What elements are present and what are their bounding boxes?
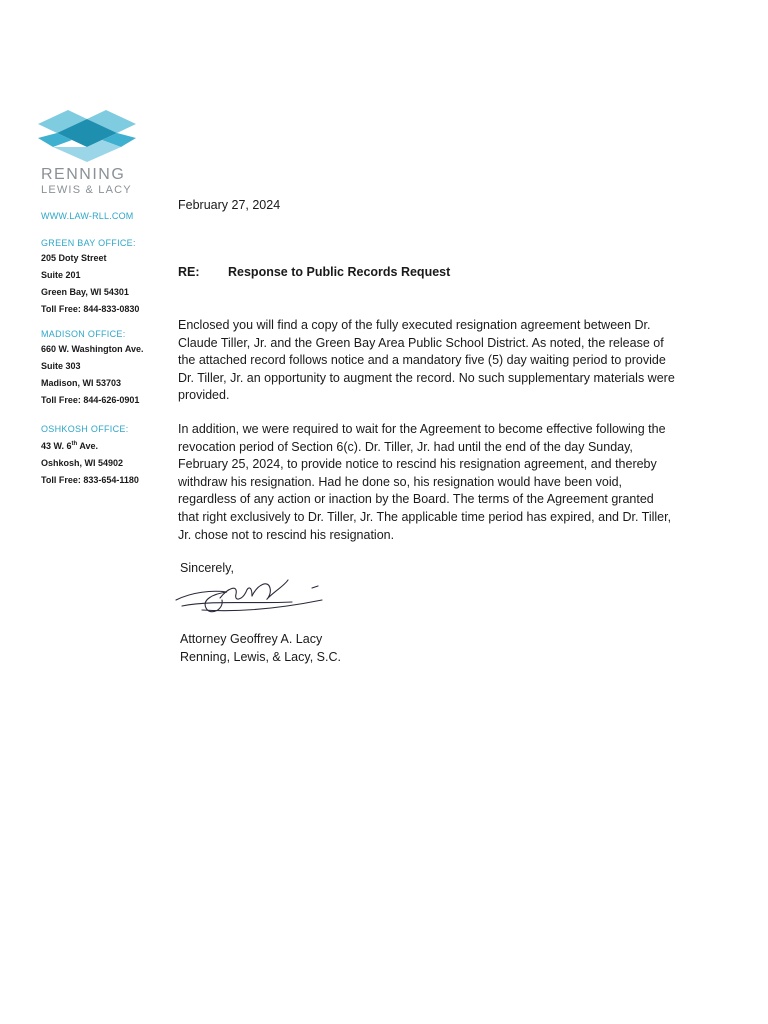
office-heading: GREEN BAY OFFICE: [41,238,136,248]
office-phone: Toll Free: 844-626-0901 [41,395,140,405]
signer-name: Attorney Geoffrey A. Lacy [180,632,323,646]
office-green-bay [41,236,171,318]
office-phone: Toll Free: 844-833-0830 [41,304,140,314]
office-suite: Suite 303 [41,361,81,371]
office-street: 205 Doty Street [41,253,107,263]
office-city: Green Bay, WI 54301 [41,287,129,297]
office-city: Madison, WI 53703 [41,378,122,388]
office-city: Oshkosh, WI 54902 [41,458,124,468]
firm-name [41,166,171,197]
office-street-suffix: th [71,441,78,447]
office-street [41,436,171,455]
body-paragraph-1: Enclosed you will find a copy of the fully executed resignation agreement between Dr. Claude Tiller, Jr. and the Green Bay Area Public School District. As noted, the release of the attached record follows notice and a mandatory five (5) day waiting period to provide Dr. Tiller, Jr. an opportunity to augment the record. No such supplementary materials were provided. [178,318,675,403]
office-suite: Suite 201 [41,270,81,280]
office-heading: MADISON OFFICE: [41,329,126,339]
firm-name-line2: LEWIS & LACY [41,184,132,196]
office-phone: Toll Free: 833-654-1180 [41,475,139,485]
closing: Sincerely, [180,561,234,575]
firm-name-line1: RENNING [41,166,126,183]
office-street-rest: Ave. [77,441,99,451]
letter-date: February 27, 2024 [178,198,281,212]
re-label: RE: [178,265,200,279]
office-street-number: 43 W. 6 [41,441,72,451]
office-heading: OSHKOSH OFFICE: [41,424,129,434]
re-line [178,265,450,279]
office-oshkosh [41,422,171,489]
signer-block [180,630,341,666]
re-subject: Response to Public Records Request [228,265,451,279]
body-paragraph-2: In addition, we were required to wait for the Agreement to become effective following the revocation period of Section 6(c). Dr. Tiller, Jr. had until the end of the day Sunday, February 25, 2024, to provide notice to rescind his resignation agreement, and thereby withdraw his resignation. Had he done so, his resignation would have been void, regardless of any action or inaction by the Board. The terms of the Agreement granted that right exclusively to Dr. Tiller, Jr. The applicable time period has expired, and Dr. Tiller, Jr. chose not to rescind his resignation. [178,422,672,542]
firm-logo [38,110,136,162]
office-street: 660 W. Washington Ave. [41,344,144,354]
handwritten-signature [172,570,332,620]
signer-firm: Renning, Lewis, & Lacy, S.C. [180,650,341,664]
office-madison [41,327,171,409]
firm-website-link[interactable]: WWW.LAW-RLL.COM [41,211,134,221]
